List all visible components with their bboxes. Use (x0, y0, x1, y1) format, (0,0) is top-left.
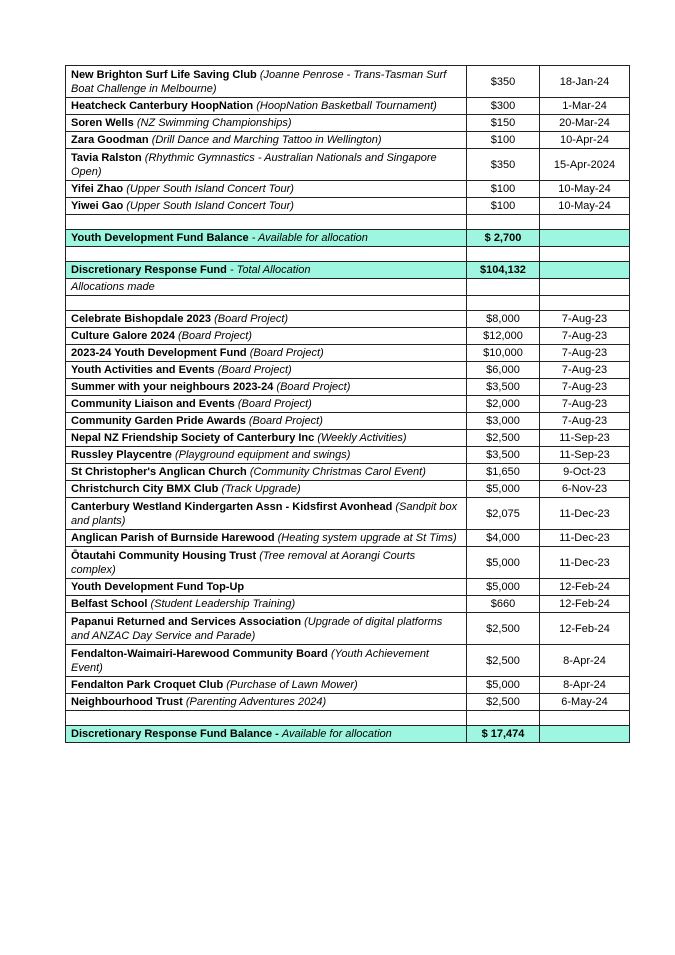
project-note: (NZ Swimming Championships) (136, 117, 292, 129)
date-cell (540, 711, 630, 726)
table-row (66, 596, 630, 613)
project-note: (Sandpit box and plants) (71, 500, 458, 527)
table-row (66, 613, 630, 645)
project-note: (Student Leadership Training) (150, 598, 296, 610)
amount-cell: $350 (467, 149, 540, 181)
table-row (66, 98, 630, 115)
date-cell: 6-Nov-23 (540, 481, 630, 498)
date-cell: 12-Feb-24 (540, 579, 630, 596)
project-note: (HoopNation Basketball Tournament) (256, 100, 437, 112)
description-cell (66, 481, 467, 498)
org-name: Heatcheck Canterbury HoopNation (71, 100, 254, 112)
date-cell: 12-Feb-24 (540, 596, 630, 613)
date-cell: 7-Aug-23 (540, 328, 630, 345)
table-row (66, 481, 630, 498)
org-name: Russley Playcentre (71, 449, 172, 461)
amount-cell: $4,000 (467, 530, 540, 547)
amount-cell: $2,500 (467, 645, 540, 677)
allocations-heading-row (66, 279, 630, 296)
table-row (66, 547, 630, 579)
project-note: (Playground equipment and swings) (174, 449, 351, 461)
amount-cell: $5,000 (467, 677, 540, 694)
description-cell (66, 613, 467, 645)
org-name: Celebrate Bishopdale 2023 (71, 313, 212, 325)
date-cell: 11-Dec-23 (540, 530, 630, 547)
amount-cell: $5,000 (467, 547, 540, 579)
org-name: Youth Development Fund Top-Up (71, 581, 245, 593)
description-cell (66, 328, 467, 345)
org-name: New Brighton Surf Life Saving Club (71, 68, 257, 81)
discretionary-fund-balance-row (66, 726, 630, 743)
date-cell: 7-Aug-23 (540, 396, 630, 413)
fund-note: - Total Allocation (229, 264, 311, 276)
project-note: (Upgrade of digital platforms and ANZAC Day Service and Parade) (71, 615, 443, 642)
amount-cell: $2,075 (467, 498, 540, 530)
description-cell (66, 447, 467, 464)
project-note: (Joanne Penrose - Trans-Tasman Surf Boat Challenge in Melbourne) (71, 68, 447, 95)
description-cell (66, 694, 467, 711)
table-row (66, 362, 630, 379)
description-cell (66, 345, 467, 362)
project-note: (Parenting Adventures 2024) (185, 696, 327, 708)
amount-cell: $10,000 (467, 345, 540, 362)
date-cell (540, 230, 630, 247)
allocations-made-label: Allocations made (71, 281, 155, 293)
description-cell (66, 279, 467, 296)
date-cell: 7-Aug-23 (540, 413, 630, 430)
project-note: (Rhythmic Gymnastics - Australian Nationals and Singapore Open) (71, 151, 437, 178)
description-cell (66, 464, 467, 481)
description-cell (66, 413, 467, 430)
description-cell (66, 596, 467, 613)
project-note: (Tree removal at Aorangi Courts complex) (71, 549, 416, 576)
amount-cell: $12,000 (467, 328, 540, 345)
description-cell (66, 579, 467, 596)
amount-cell: $100 (467, 198, 540, 215)
funding-allocations-table (65, 65, 630, 743)
date-cell: 6-May-24 (540, 694, 630, 711)
description-cell (66, 645, 467, 677)
description-cell (66, 98, 467, 115)
balance-amount: $ 2,700 (467, 230, 540, 247)
org-name: St Christopher's Anglican Church (71, 466, 247, 478)
project-note: (Upper South Island Concert Tour) (126, 200, 294, 212)
spacer-row (66, 247, 630, 262)
org-name: Summer with your neighbours 2023-24 (71, 381, 274, 393)
project-note: (Board Project) (214, 313, 289, 325)
spacer-row (66, 711, 630, 726)
org-name: Anglican Parish of Burnside Harewood (71, 532, 275, 544)
fund-title: Youth Development Fund Balance (71, 232, 249, 244)
project-note: (Heating system upgrade at St Tims) (277, 532, 457, 544)
date-cell: 11-Dec-23 (540, 498, 630, 530)
table-row (66, 311, 630, 328)
date-cell (540, 215, 630, 230)
table-row (66, 694, 630, 711)
org-name: Tavia Ralston (71, 151, 142, 164)
description-cell (66, 311, 467, 328)
description-cell (66, 530, 467, 547)
amount-cell: $300 (467, 98, 540, 115)
fund-title: Discretionary Response Fund Balance - (71, 728, 279, 740)
amount-cell: $2,500 (467, 430, 540, 447)
table-row (66, 579, 630, 596)
table-row (66, 498, 630, 530)
fund-note: Available for allocation (281, 728, 392, 740)
project-note: (Board Project) (217, 364, 292, 376)
amount-cell: $2,500 (467, 694, 540, 711)
org-name: Yiwei Gao (71, 200, 124, 212)
description-cell (66, 726, 467, 743)
project-note: (Board Project) (237, 398, 312, 410)
project-note: (Board Project) (249, 347, 324, 359)
date-cell (540, 262, 630, 279)
amount-cell: $100 (467, 132, 540, 149)
project-note: (Board Project) (178, 330, 252, 342)
org-name: Yifei Zhao (71, 183, 124, 195)
date-cell: 18-Jan-24 (540, 66, 630, 98)
fund-title: Discretionary Response Fund (71, 264, 227, 276)
amount-cell: $3,000 (467, 413, 540, 430)
date-cell (540, 726, 630, 743)
date-cell: 9-Oct-23 (540, 464, 630, 481)
date-cell: 10-May-24 (540, 181, 630, 198)
description-cell (66, 247, 467, 262)
total-amount: $104,132 (467, 262, 540, 279)
org-name: Canterbury Westland Kindergarten Assn - Kidsfirst Avonhead (71, 500, 393, 513)
date-cell: 8-Apr-24 (540, 645, 630, 677)
description-cell (66, 362, 467, 379)
amount-cell: $350 (467, 66, 540, 98)
org-name: Fendalton Park Croquet Club (71, 679, 224, 691)
table-row (66, 198, 630, 215)
table-row (66, 328, 630, 345)
description-cell (66, 198, 467, 215)
table-row (66, 115, 630, 132)
description-cell (66, 132, 467, 149)
description-cell (66, 296, 467, 311)
date-cell: 7-Aug-23 (540, 311, 630, 328)
youth-fund-balance-row (66, 230, 630, 247)
date-cell: 15-Apr-2024 (540, 149, 630, 181)
table-row (66, 677, 630, 694)
amount-cell: $6,000 (467, 362, 540, 379)
table-row (66, 645, 630, 677)
org-name: Soren Wells (71, 117, 134, 129)
description-cell (66, 262, 467, 279)
table-row (66, 379, 630, 396)
date-cell: 20-Mar-24 (540, 115, 630, 132)
amount-cell: $2,000 (467, 396, 540, 413)
project-note: (Board Project) (248, 415, 323, 427)
amount-cell: $5,000 (467, 579, 540, 596)
project-note: (Youth Achievement Event) (71, 647, 429, 674)
table-row (66, 430, 630, 447)
amount-cell: $100 (467, 181, 540, 198)
amount-cell (467, 247, 540, 262)
description-cell (66, 379, 467, 396)
description-cell (66, 181, 467, 198)
date-cell: 7-Aug-23 (540, 379, 630, 396)
amount-cell: $5,000 (467, 481, 540, 498)
description-cell (66, 149, 467, 181)
date-cell (540, 279, 630, 296)
balance-amount: $ 17,474 (467, 726, 540, 743)
amount-cell (467, 711, 540, 726)
project-note: (Community Christmas Carol Event) (249, 466, 426, 478)
project-note: (Weekly Activities) (317, 432, 407, 444)
date-cell: 10-May-24 (540, 198, 630, 215)
org-name: Community Garden Pride Awards (71, 415, 246, 427)
discretionary-fund-total-row (66, 262, 630, 279)
table-row (66, 66, 630, 98)
table-row (66, 464, 630, 481)
amount-cell: $2,500 (467, 613, 540, 645)
org-name: Ōtautahi Community Housing Trust (71, 549, 257, 562)
amount-cell: $3,500 (467, 447, 540, 464)
date-cell: 11-Sep-23 (540, 447, 630, 464)
amount-cell: $8,000 (467, 311, 540, 328)
org-name: Belfast School (71, 598, 148, 610)
table-row (66, 345, 630, 362)
amount-cell (467, 296, 540, 311)
org-name: Culture Galore 2024 (71, 330, 175, 342)
description-cell (66, 547, 467, 579)
project-note: (Purchase of Lawn Mower) (226, 679, 358, 691)
description-cell (66, 396, 467, 413)
org-name: 2023-24 Youth Development Fund (71, 347, 247, 359)
date-cell (540, 247, 630, 262)
org-name: Papanui Returned and Services Association (71, 615, 302, 628)
description-cell (66, 711, 467, 726)
fund-note: - Available for allocation (251, 232, 368, 244)
table-row (66, 447, 630, 464)
table-row (66, 396, 630, 413)
date-cell: 8-Apr-24 (540, 677, 630, 694)
org-name: Neighbourhood Trust (71, 696, 183, 708)
date-cell: 1-Mar-24 (540, 98, 630, 115)
date-cell: 10-Apr-24 (540, 132, 630, 149)
description-cell (66, 230, 467, 247)
date-cell: 12-Feb-24 (540, 613, 630, 645)
description-cell (66, 677, 467, 694)
org-name: Youth Activities and Events (71, 364, 215, 376)
project-note: (Drill Dance and Marching Tattoo in Wellington) (151, 134, 382, 146)
org-name: Community Liaison and Events (71, 398, 235, 410)
amount-cell (467, 279, 540, 296)
table-row (66, 530, 630, 547)
table-row (66, 413, 630, 430)
org-name: Zara Goodman (71, 134, 149, 146)
org-name: Fendalton-Waimairi-Harewood Community Board (71, 647, 328, 660)
amount-cell: $3,500 (467, 379, 540, 396)
date-cell: 11-Dec-23 (540, 547, 630, 579)
description-cell (66, 430, 467, 447)
table-row (66, 181, 630, 198)
table-row (66, 149, 630, 181)
table-row (66, 132, 630, 149)
date-cell: 7-Aug-23 (540, 362, 630, 379)
description-cell (66, 66, 467, 98)
date-cell: 7-Aug-23 (540, 345, 630, 362)
org-name: Christchurch City BMX Club (71, 483, 219, 495)
project-note: (Upper South Island Concert Tour) (126, 183, 294, 195)
amount-cell (467, 215, 540, 230)
description-cell (66, 115, 467, 132)
amount-cell: $1,650 (467, 464, 540, 481)
amount-cell: $150 (467, 115, 540, 132)
amount-cell: $660 (467, 596, 540, 613)
date-cell (540, 296, 630, 311)
org-name: Nepal NZ Friendship Society of Canterbury Inc (71, 432, 315, 444)
description-cell (66, 498, 467, 530)
project-note: (Track Upgrade) (221, 483, 301, 495)
spacer-row (66, 296, 630, 311)
project-note: (Board Project) (276, 381, 351, 393)
date-cell: 11-Sep-23 (540, 430, 630, 447)
description-cell (66, 215, 467, 230)
spacer-row (66, 215, 630, 230)
